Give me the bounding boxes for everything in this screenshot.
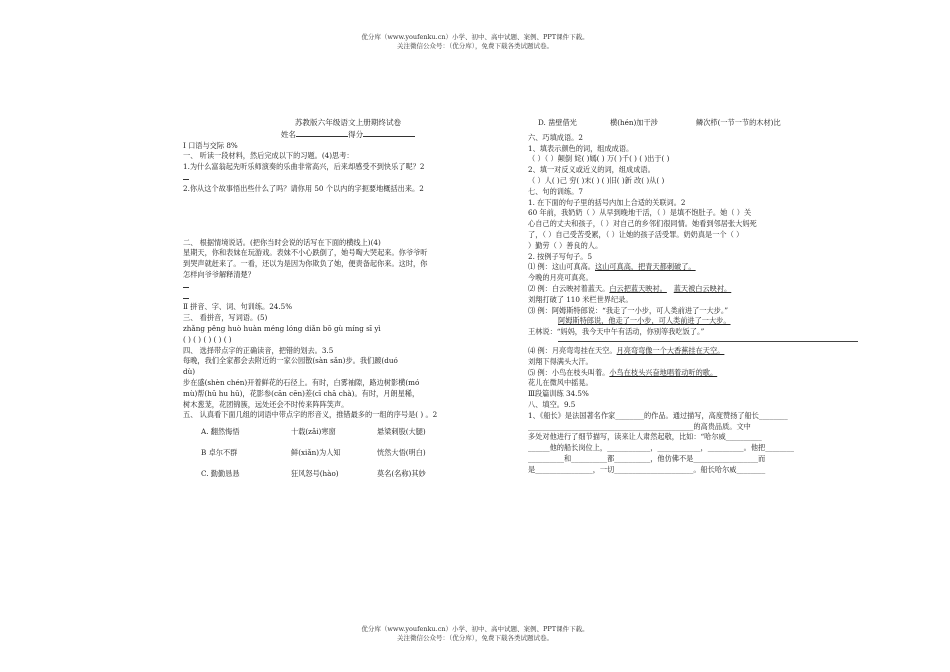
example-3-model: 阿姆斯特郎说，他走了一小步，可人类前进了一大步。 [558,316,731,326]
example-5: ⑸ 例：小鸟在枝头叫着。小鸟在枝头兴奋地唱着动听的歌。 [528,367,718,377]
question-4-line-2: dù) [183,367,196,377]
example-4-task: 刘翔下得满头大汗。 [528,356,593,366]
question-4-line-3: 步在盛(shèn chén)开着鲜花的石径上。有时，白雾袖隙，路边树影横(mó [183,377,420,387]
name-field[interactable] [296,129,348,137]
example-1-task: 今晚的月亮可真亮。 [528,273,593,283]
question-8: 八、填空。9.5 [528,399,576,409]
question-5: 五、 认真看下面几组的词语中带点字的形音义，推错最多的一组的序号是( ) 。2 [183,410,438,420]
pinyin-row: zhǎng pěng huò huàn méng lóng diǎn bō gù míng sī yì [183,323,381,333]
question-6-2: 2、填一对反义或近义的词，组成成语。 [528,165,655,175]
example-2: ⑵ 例：白云映衬着蓝天。白云把蓝天映衬。 蓝天被白云映衬。 [528,283,732,293]
option-b: B 卓尔不群 鲜(xiǎn)为人知 恍然大悟(明白) [201,447,426,457]
section-2-heading: Ⅱ 拼音、字、词、句训练。24.5% [183,302,293,312]
header-line-2: 关注微信公众号：（优分库），免费下载各类试题试卷。 [397,42,553,50]
question-6-1: 1、填表示颜色的词，组成成语。 [528,143,634,153]
answer-line[interactable] [183,292,513,303]
option-a: A. 翻然悔悟 十载(zǎi)寒窗 悬梁刺股(大腿) [201,427,426,437]
right-column [528,118,873,476]
question-6: 六、巧填成语。2 [528,132,583,142]
question-7-1: 1. 在下面的句子里的括号内加上合适的关联词。2 [528,197,686,207]
answer-line[interactable] [183,281,513,292]
question-1: 一、 听读一段材料，然后完成以下的习题。(4)思考： [183,151,354,161]
page-header [0,33,950,51]
section-1-heading: Ⅰ 口语与交际 8% [183,140,238,150]
question-8-line-4: ______他的船长岗位上，____________，____________，__________。他把________ [528,443,794,453]
question-4-line-5: 树木葱茏，花团锦簇，远处还会不时传来阵阵笑声。 [183,399,349,409]
option-d: D. 凿壁借光 横(hén)加干涉 鳞次栉(一节一节的木材)比 [538,118,781,127]
footer-line-2: 关注微信公众号：（优分库），免费下载各类试题试卷。 [397,634,553,642]
question-2-line-1: 星期天，你和表妹在玩游戏。表妹不小心跌倒了，她号啕大哭起来。你爷爷听 [183,248,428,258]
question-8-line-2: ______________________________________________的高贵品质。文中 [528,421,751,431]
question-7-2: 2. 按例子写句子。5 [528,251,593,261]
example-1: ⑴ 例：这山可真高。这山可真高，把青天都刺破了。 [528,262,696,272]
question-3: 三、 看拼音，写词语。(5) [183,313,268,323]
question-8-line-6: 是________________，一切______________________。船长哈尔威________ [528,464,766,474]
name-score-line [183,129,513,141]
question-1-2: 2.你从这个故事悟出些什么了吗？请你用 50 个以内的字扼要地概括出来。2 [183,183,424,193]
section-3-heading: Ⅲ段篇训练 34.5% [528,389,589,399]
pinyin-answer-brackets[interactable]: ( ) ( ) ( ) ( ) ( ) [183,334,232,344]
page-footer [0,625,950,643]
question-8-line-1: 1、《船长》是法国著名作家________的作品。通过描写，高度赞扬了船长________ [528,410,788,420]
answer-space[interactable] [183,195,513,238]
question-8-line-5: __________和__________都__________，他仿佛不是__________________而 [528,453,766,463]
question-6-1-blanks[interactable]: （ ）（ ）颠倒 姹( )嫣( ) 万( )千( ) ( )出于( ) [528,154,670,164]
question-4-line-4: mù)帮(hū hu hū)，花影参(cān cēn)差(cī chā chà)。有时，月朗星稀， [183,388,420,398]
question-2: 二、 根据情境说话。(把你当时会说的话写在下面的横线上)(4) [183,237,381,247]
question-4: 四、 选择带点字的正确读音，把错的划去。3.5 [183,345,334,355]
question-1-1: 1.为什么富翁起先听乐师演奏的乐曲非常高兴，后来却感受不到快乐了呢？2 [183,162,425,172]
question-7-1-line-d: ）勤劳（ ）善良的人。 [528,240,603,250]
question-4-line-1: 每晚，我们全家都会去附近的一家公园散(sàn sǎn)步。我们踱(duó [183,356,398,366]
question-7: 七、句的训练。7 [528,186,583,196]
name-label: 姓名 [280,129,296,139]
question-7-1-line-c: 了，（ ）自己受苦受累，（ ）让她的孩子活受罪。奶奶真是一个（ ） [528,229,744,239]
left-column [183,118,513,480]
score-field[interactable] [363,129,415,137]
exam-title: 苏教版六年级语文上册期终试卷 [294,118,402,127]
question-7-1-line-b: 心自己的丈夫和孩子，（ ）对自己的乡邻们很同情。她看到邻居张大妈死 [528,219,757,229]
example-5-task: 花儿在微风中摇晃。 [528,378,593,388]
score-label: 得分 [348,129,364,139]
answer-line[interactable] [183,173,513,184]
example-4: ⑷ 例：月亮弯弯挂在天空。月亮弯弯像一个大香蕉挂在天空。 [528,345,725,355]
option-c: C. 勤勤恳恳 狂风怒号(hào) 莫名(名称)其妙 [201,468,426,478]
example-3-task: 王林说：“妈妈，我今天中午有活动，你别等我吃饭了。” [528,327,705,337]
question-2-line-2: 到哭声就赶来了。一看，还以为是因为你欺负了她，便责备起你来。这时，你 [183,259,428,269]
question-2-line-3: 怎样向爷爷解释清楚？ [183,269,255,279]
question-6-2-blanks[interactable]: （ ）人( )己 穷( )末( ) ( )旧( )新 改( )从( ) [528,175,665,185]
footer-line-1: 优分库（www.youfenku.cn）小学、初中、高中试题、案例、PPT课件下载。 [361,625,589,633]
question-8-line-3: 多处对他进行了细节描写，读来让人肃然起敬，比如：“哈尔威__________ [528,432,762,442]
header-line-1: 优分库（www.youfenku.cn）小学、初中、高中试题、案例、PPT课件下载。 [361,33,589,41]
example-3: ⑶ 例：阿姆斯特郎说：“我走了一小步，可人类前进了一大步。” [528,305,729,315]
question-7-1-line-a: 60 年前，我奶奶（ ）从早到晚地干活，（ ）是填不饱肚子。她（ ）关 [528,208,752,218]
example-2-task: 刘翔打破了 110 米栏世界纪录。 [528,294,633,304]
